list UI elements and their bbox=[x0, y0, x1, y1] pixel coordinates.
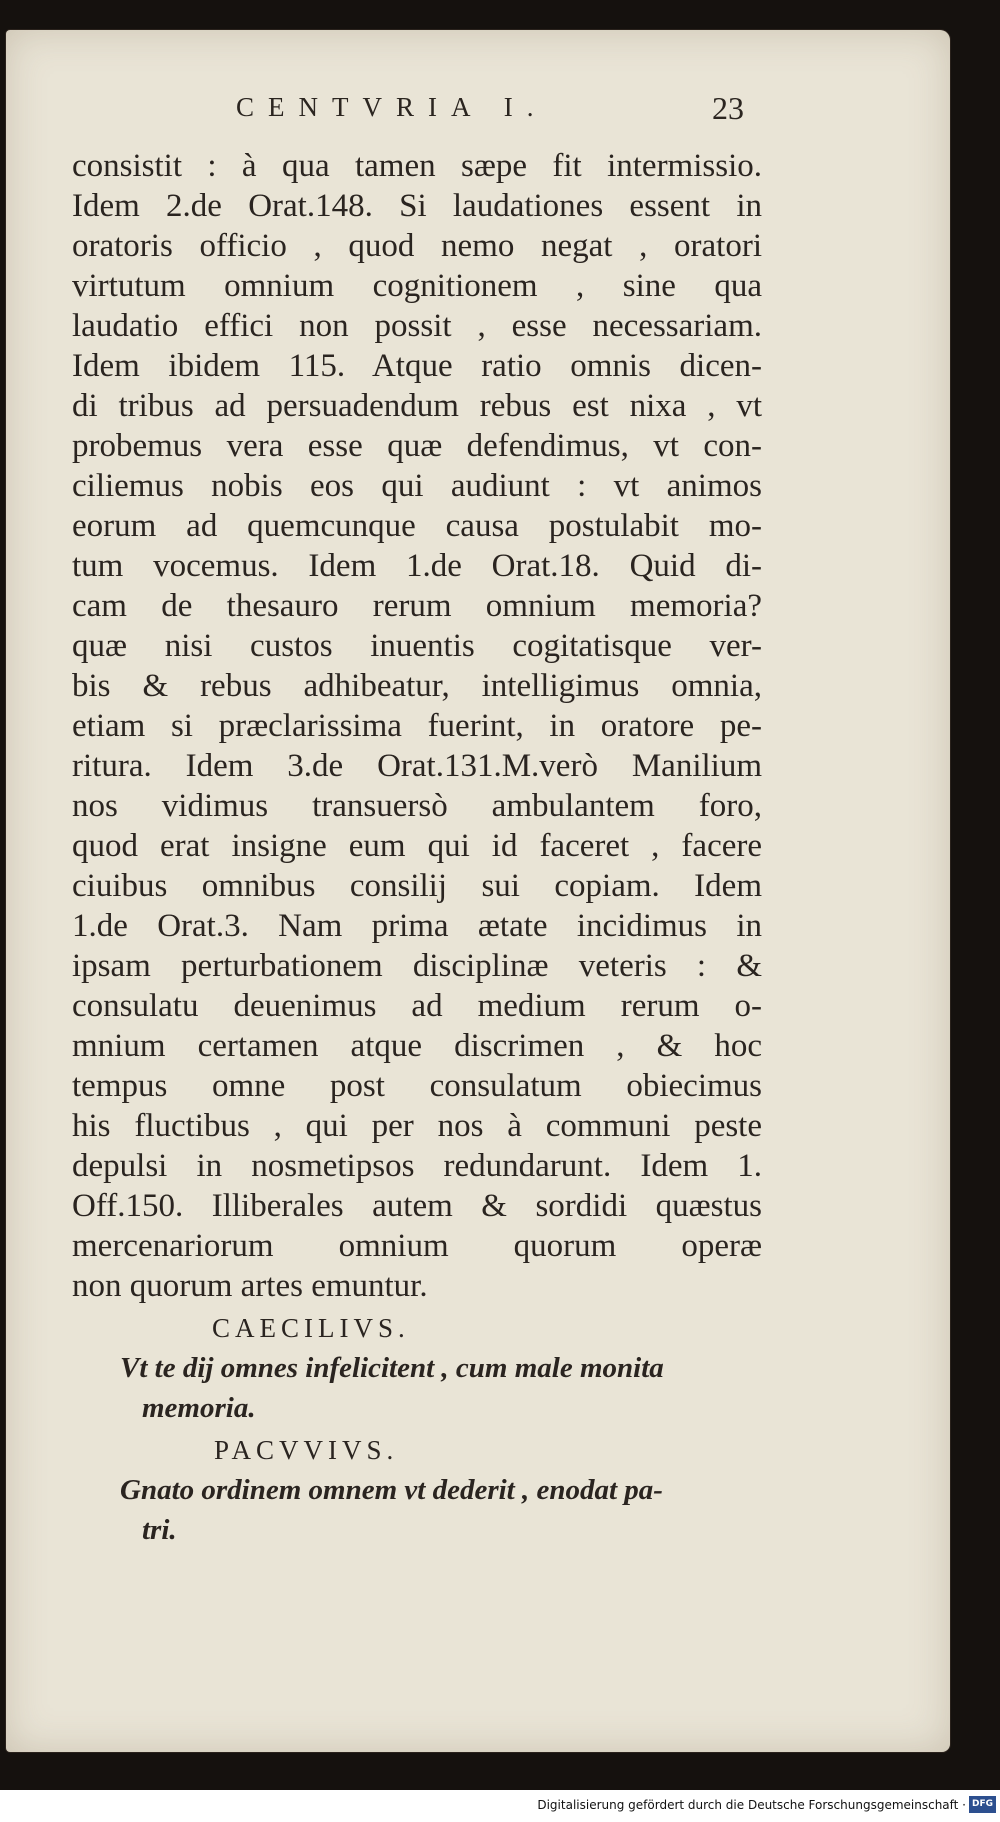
quote-author-pacuvius: PACVVIVS. bbox=[214, 1435, 399, 1465]
text-line: mnium certamen atque discrimen , & hoc bbox=[72, 1028, 762, 1064]
quote-verse: memoria. bbox=[142, 1392, 256, 1424]
text-line: quæ nisi custos inuentis cogitatisque ver- bbox=[72, 628, 762, 664]
text-line: Idem 2.de Orat.148. Si laudationes essent in bbox=[72, 188, 762, 224]
text-line: oratoris officio , quod nemo negat , oratori bbox=[72, 228, 762, 264]
text-line: Off.150. Illiberales autem & sordidi quæstus bbox=[72, 1188, 762, 1224]
text-line: mercenariorum omnium quorum operæ bbox=[72, 1228, 762, 1264]
text-line: di tribus ad persuadendum rebus est nixa , vt bbox=[72, 388, 762, 424]
text-line: virtutum omnium cognitionem , sine qua bbox=[72, 268, 762, 304]
page-number: 23 bbox=[712, 90, 744, 126]
funding-credit: Digitalisierung gefördert durch die Deutsche Forschungsgemeinschaft · bbox=[537, 1798, 966, 1812]
running-head: CENTVRIA I. bbox=[236, 92, 548, 122]
text-line: tum vocemus. Idem 1.de Orat.18. Quid di- bbox=[72, 548, 762, 584]
quote-verse: Gnato ordinem omnem vt dederit , enodat pa- bbox=[120, 1474, 663, 1506]
text-line: 1.de Orat.3. Nam prima ætate incidimus in bbox=[72, 908, 762, 944]
text-line: depulsi in nosmetipsos redundarunt. Idem 1. bbox=[72, 1148, 762, 1184]
text-line: non quorum artes emuntur. bbox=[72, 1268, 428, 1304]
text-line: bis & rebus adhibeatur, intelligimus omnia, bbox=[72, 668, 762, 704]
text-line: ritura. Idem 3.de Orat.131.M.verò Manilium bbox=[72, 748, 762, 784]
footer-bar bbox=[0, 1790, 1000, 1822]
quote-author-caecilius: CAECILIVS. bbox=[212, 1313, 410, 1343]
text-line: eorum ad quemcunque causa postulabit mo- bbox=[72, 508, 762, 544]
text-line: his fluctibus , qui per nos à communi peste bbox=[72, 1108, 762, 1144]
text-line: laudatio effici non possit , esse necessariam. bbox=[72, 308, 762, 344]
text-line: Idem ibidem 115. Atque ratio omnis dicen- bbox=[72, 348, 762, 384]
quote-verse: Vt te dij omnes infelicitent , cum male monita bbox=[120, 1352, 664, 1384]
text-line: cam de thesauro rerum omnium memoria? bbox=[72, 588, 762, 624]
text-line: consulatu deuenimus ad medium rerum o- bbox=[72, 988, 762, 1024]
text-line: ciuibus omnibus consilij sui copiam. Idem bbox=[72, 868, 762, 904]
text-line: etiam si præclarissima fuerint, in oratore pe- bbox=[72, 708, 762, 744]
text-line: tempus omne post consulatum obiecimus bbox=[72, 1068, 762, 1104]
dfg-logo: DFG bbox=[969, 1796, 996, 1813]
text-line: ipsam perturbationem disciplinæ veteris : & bbox=[72, 948, 762, 984]
text-line: ciliemus nobis eos qui audiunt : vt animos bbox=[72, 468, 762, 504]
text-line: consistit : à qua tamen sæpe fit intermissio. bbox=[72, 148, 762, 184]
text-line: quod erat insigne eum qui id faceret , facere bbox=[72, 828, 762, 864]
page-body bbox=[72, 146, 762, 1550]
text-line: nos vidimus transuersò ambulantem foro, bbox=[72, 788, 762, 824]
quote-verse: tri. bbox=[142, 1514, 177, 1546]
text-line: probemus vera esse quæ defendimus, vt con- bbox=[72, 428, 762, 464]
